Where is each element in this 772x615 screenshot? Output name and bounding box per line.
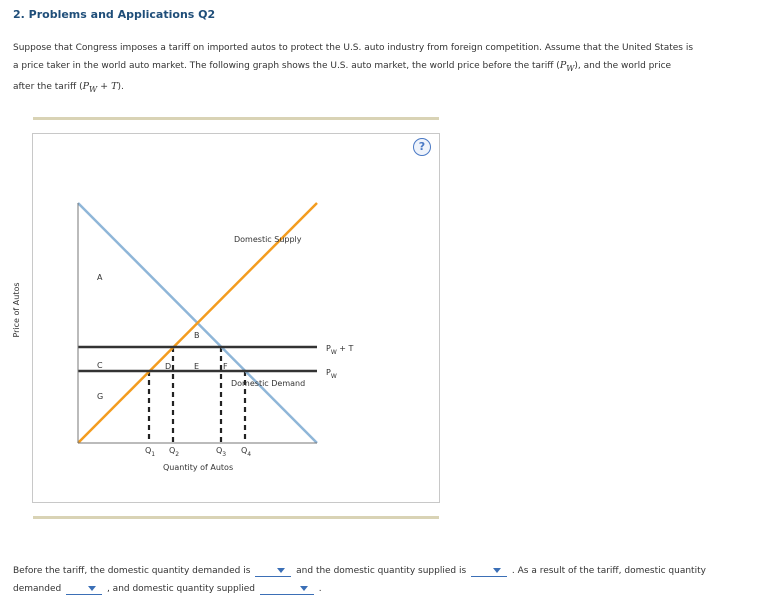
qs-before-tariff-dropdown[interactable] xyxy=(471,565,507,577)
question-line-3b: ). xyxy=(117,81,124,92)
area-label-b: B xyxy=(194,331,200,340)
question-line-2b: ), and the world price xyxy=(574,61,672,71)
area-label-f: F xyxy=(223,362,228,371)
qs-change-dropdown[interactable] xyxy=(260,583,314,595)
bottom-divider xyxy=(33,516,439,519)
x-axis-label: Quantity of Autos xyxy=(163,463,234,472)
area-label-a: A xyxy=(97,273,103,282)
q1-label: $Q_1$ xyxy=(145,446,156,458)
qd-before-tariff-dropdown[interactable] xyxy=(255,565,291,577)
question-line-3a: after the tariff ( xyxy=(13,81,83,92)
pwt-label: $P_W + T$ xyxy=(326,344,354,356)
qd-change-dropdown[interactable] xyxy=(66,583,102,595)
pwt-subscript: W xyxy=(89,84,98,94)
answer-text-3: . As a result of the tariff, domestic quantity xyxy=(511,566,706,576)
area-label-d: D xyxy=(165,362,172,371)
pwt-suffix: + T xyxy=(97,80,118,92)
q2-label: $Q_2$ xyxy=(169,446,180,458)
help-icon[interactable]: ? xyxy=(413,138,431,156)
q4-label: $Q_4$ xyxy=(241,446,252,458)
pwt-symbol: P xyxy=(82,80,90,92)
question-line-1: Suppose that Congress imposes a tariff on imported autos to protect the U.S. auto industry from foreign competition. Assume that the United States is xyxy=(13,43,694,53)
answer-text-6: . xyxy=(318,584,322,594)
area-label-e: E xyxy=(194,362,200,371)
demand-label: Domestic Demand xyxy=(231,379,306,388)
supply-label: Domestic Supply xyxy=(234,235,302,244)
answer-text-4: demanded xyxy=(13,584,62,594)
area-label-c: C xyxy=(97,361,103,370)
question-line-2a: a price taker in the world auto market. The following graph shows the U.S. auto market, the world price before the tariff ( xyxy=(13,61,560,71)
y-axis-label: Price of Autos xyxy=(12,282,21,338)
area-label-g: G xyxy=(97,392,104,401)
q3-label: $Q_3$ xyxy=(216,446,227,458)
answer-text-1: Before the tariff, the domestic quantity demanded is xyxy=(13,566,251,576)
answer-text-2: and the domestic quantity supplied is xyxy=(296,566,467,576)
pw-symbol: P xyxy=(559,60,567,71)
answer-line-2 xyxy=(13,583,753,595)
pw-label: $P_W$ xyxy=(326,368,337,380)
answer-line-1 xyxy=(13,565,753,577)
pw-subscript: W xyxy=(566,63,575,73)
page-title: 2. Problems and Applications Q2 xyxy=(13,8,216,21)
answer-text-5: , and domestic quantity supplied xyxy=(106,584,255,594)
